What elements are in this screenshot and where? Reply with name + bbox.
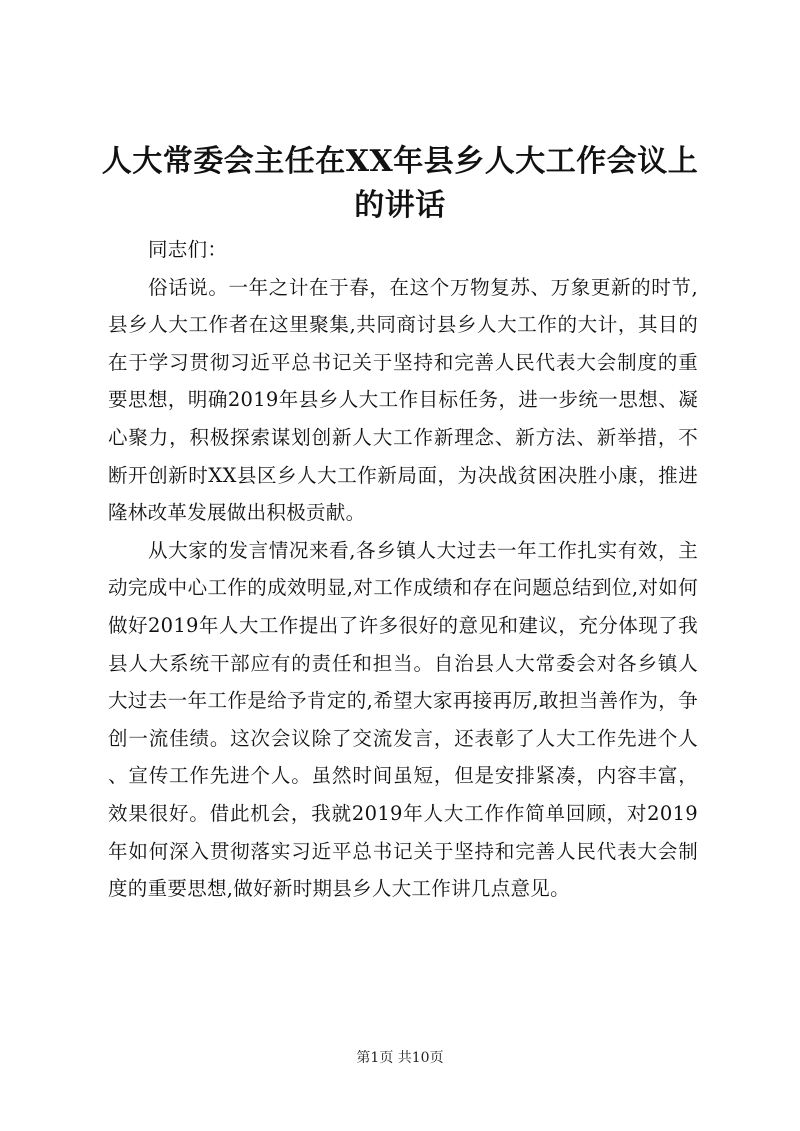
- page-number-footer: 第1页 共10页: [356, 1050, 444, 1066]
- document-title: 人大常委会主任在XX年县乡人大工作会议上的讲话: [101, 144, 699, 223]
- document-body: [108, 231, 698, 908]
- paragraph: 俗话说。一年之计在于春，在这个万物复苏、万象更新的时节,县乡人大工作者在这里聚集,共同商讨县乡人大工作的大计，其目的在于学习贯彻习近平总书记关于坚持和完善人民代表大会制度的重要思想，明确2019年县乡人大工作目标任务，进一步统一思想、凝心聚力，积极探索谋划创新人大工作新理念、新方法、新举措，不断开创新时XX县区乡人大工作新局面，为决战贫困决胜小康，推进隆林改革发展做出积极贡献。: [108, 275, 698, 525]
- paragraph: 从大家的发言情况来看,各乡镇人大过去一年工作扎实有效，主动完成中心工作的成效明显,对工作成绩和存在问题总结到位,对如何做好2019年人大工作提出了许多很好的意见和建议，充分体现了我县人大系统干部应有的责任和担当。自治县人大常委会对各乡镇人大过去一年工作是给予肯定的,希望大家再接再厉,敢担当善作为，争创一流佳绩。这次会议除了交流发言，还表彰了人大工作先进个人、宣传工作先进个人。虽然时间虽短，但是安排紧凑，内容丰富，效果很好。借此机会，我就2019年人大工作作简单回顾，对2019年如何深入贯彻落实习近平总书记关于坚持和完善人民代表大会制度的重要思想,做好新时期县乡人大工作讲几点意见。: [108, 538, 698, 901]
- salutation: 同志们：: [148, 238, 228, 261]
